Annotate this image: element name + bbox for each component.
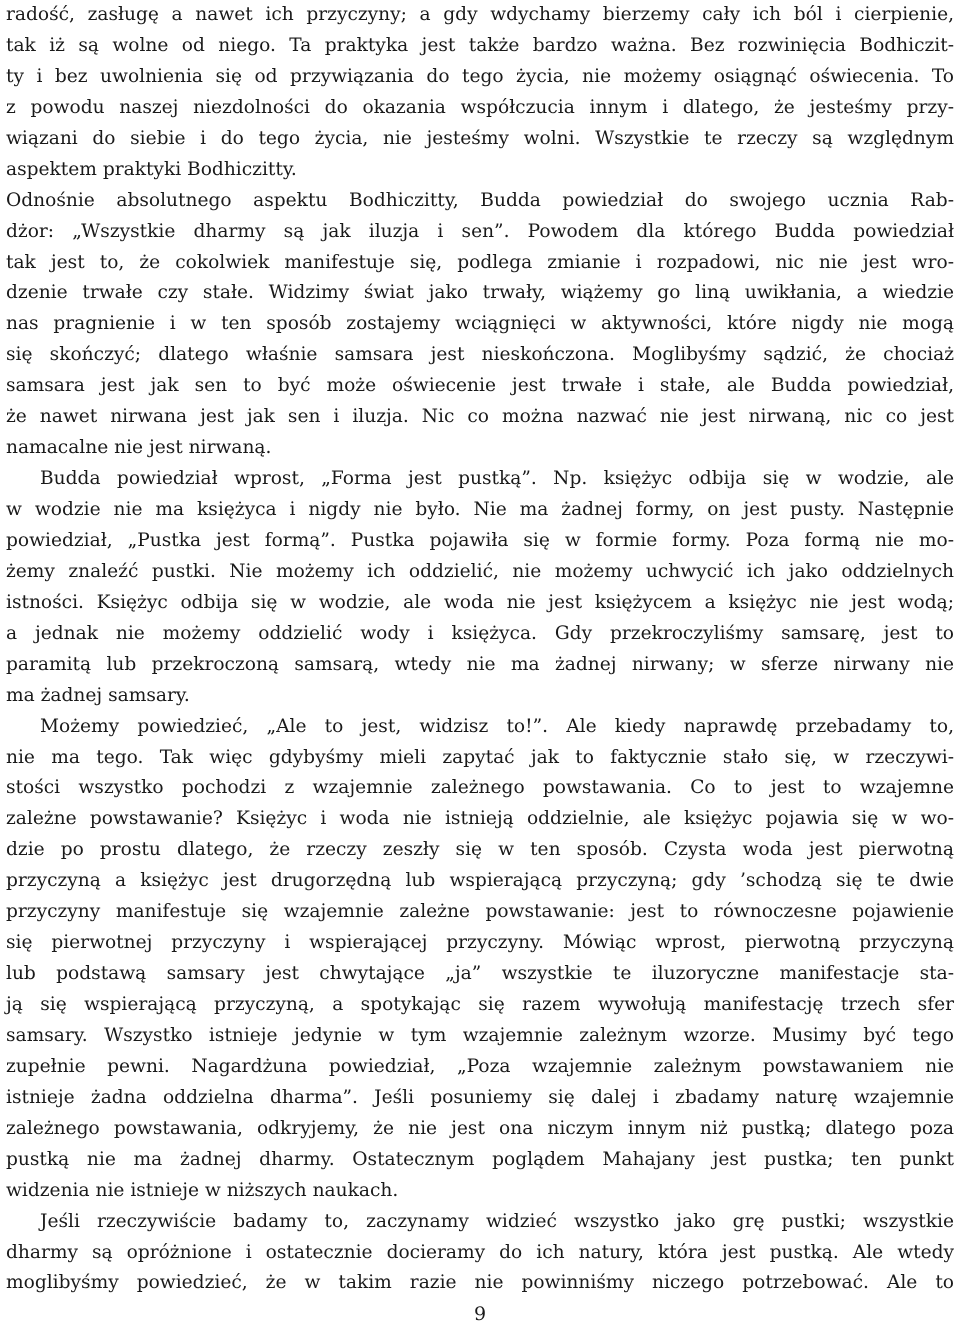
paragraph [6,1207,954,1300]
text-line: stości wszystko pochodzi z wzajemnie zależnego powstawania. Co to jest to wzajemne [6,777,954,799]
paragraph [6,712,954,1207]
text-line: powiedział, „Pustka jest formą”. Pustka pojawiła się w formie formy. Poza formą nie mo- [6,529,954,551]
text-line: tak iż są wolne od niego. Ta praktyka jest także bardzo ważna. Bez rozwinięcia Bodhiczit- [6,34,954,56]
text-line: aspektem praktyki Bodhiczitty. [6,158,297,180]
text-line: widzenia nie istnieje w niższych naukach. [6,1179,399,1201]
text-line: przyczyną a księżyc jest drugorzędną lub wspierającą przyczyną; gdy ’schodzą się te dwie [6,870,954,892]
text-line: w wodzie nie ma księżyca i nigdy nie było. Nie ma żadnej formy, on jest pusty. Następnie [6,499,954,520]
text-line: dharmy są opróżnione i ostatecznie docieramy do ich natury, która jest pustką. Ale wtedy [6,1241,954,1263]
paragraph [6,464,954,712]
text-line: a jednak nie możemy oddzielić wody i księżyca. Gdy przekroczyliśmy samsarę, jest to [6,622,954,644]
text-line: Możemy powiedzieć, „Ale to jest, widzisz to!”. Ale kiedy naprawdę przebadamy to, [40,715,954,737]
text-line: istności. Księżyc odbija się w wodzie, ale woda nie jest księżycem a księżyc nie jest wodą; [6,591,954,613]
paragraph [6,0,954,186]
text-line: dzie po prostu dlatego, że rzeczy zeszły się w ten sposób. Czysta woda jest pierwotną [6,839,954,861]
text-line: ty i bez uwolnienia się od przywiązania do tego życia, nie możemy osiągnąć oświecenia. To [6,65,954,87]
text-line: nas pragnienie i w ten sposób zostajemy wciągnięci w aktywności, które nigdy nie mogą [6,313,954,335]
text-line: się skończyć; dlatego właśnie samsara jest nieskończona. Moglibyśmy sądzić, że chociaż [6,344,954,366]
text-line: lub podstawą samsary jest chwytające „ja” wszystkie te iluzoryczne manifestacje sta- [6,963,954,985]
text-line: żemy znaleźć pustki. Nie możemy ich oddzielić, nie możemy uchwycić ich jako oddzielnych [6,560,954,582]
text-line: dżor: „Wszystkie dharmy są jak iluzja i sen”. Powodem dla którego Budda powiedział [6,220,954,242]
text-line: pustką nie ma żadnej dharmy. Ostatecznym poglądem Mahajany jest pustka; ten punkt [6,1148,954,1170]
text-line: radość, zasługę a nawet ich przyczyny; a gdy wdychamy bierzemy cały ich ból i cierpienie, [6,4,954,25]
text-line: przyczyny manifestuje się wzajemnie zależne powstawanie: jest to równoczesne pojawienie [6,901,954,923]
text-line: moglibyśmy powiedzieć, że w takim razie nie powinniśmy niczego potrzebować. Ale to [6,1272,954,1294]
text-line: Budda powiedział wprost, „Forma jest pustką”. Np. księżyc odbija się w wodzie, ale [40,468,954,490]
text-line: Jeśli rzeczywiście badamy to, zaczynamy widzieć wszystko jako grę pustki; wszystkie [40,1210,954,1232]
text-line: że nawet nirwana jest jak sen i iluzja. Nic co można nazwać nie jest nirwaną, nic co jest [6,406,954,428]
text-line: namacalne nie jest nirwaną. [6,437,272,459]
text-line: się pierwotnej przyczyny i wspierającej przyczyny. Mówiąc wprost, pierwotną przyczyną [6,932,954,954]
text-line: Odnośnie absolutnego aspektu Bodhiczitty, Budda powiedział do swojego ucznia Rab- [6,189,954,211]
document-page [6,0,954,1299]
text-line: tak jest to, że cokolwiek manifestuje się, podlega zmianie i rozpadowi, nic nie jest wro- [6,251,954,273]
text-line: ją się wspierającą przyczyną, a spotykając się razem wywołują manifestację trzech sfer [6,994,954,1015]
text-line: zależne powstawanie? Księżyc i woda nie istnieją oddzielnie, ale księżyc pojawia się w wo- [6,808,954,830]
text-line: dzenie trwałe czy stałe. Widzimy świat jako trwały, wiążemy go liną uwikłania, a wiedzie [6,282,954,304]
text-line: paramitą lub przekroczoną samsarą, wtedy nie ma żadnej nirwany; w sferze nirwany nie [6,653,954,675]
text-line: ma żadnej samsary. [6,684,190,706]
text-line: zależnego powstawania, odkryjemy, że nie jest ona niczym innym niż pustką; dlatego poza [6,1117,954,1139]
text-line: nie ma tego. Tak więc gdybyśmy mieli zapytać jak to faktycznie stało się, w rzeczywi- [6,746,954,768]
paragraph [6,186,954,464]
page-number: 9 [473,1303,487,1325]
text-line: samsary. Wszystko istnieje jedynie w tym wzajemnie zależnym wzorze. Musimy być tego [6,1024,954,1046]
text-line: z powodu naszej niezdolności do okazania współczucia innym i dlatego, że jesteśmy przy- [6,96,954,118]
text-line: samsara jest jak sen to być może oświecenie jest trwałe i stałe, ale Budda powiedział, [6,375,954,397]
text-line: istnieje żadna oddzielna dharma”. Jeśli posuniemy się dalej i zbadamy naturę wzajemnie [6,1086,954,1108]
text-line: wiązani do siebie i do tego życia, nie jesteśmy wolni. Wszystkie te rzeczy są względnym [6,127,954,149]
text-line: zupełnie pewni. Nagardżuna powiedział, „Poza wzajemnie zależnym powstawaniem nie [6,1055,954,1077]
